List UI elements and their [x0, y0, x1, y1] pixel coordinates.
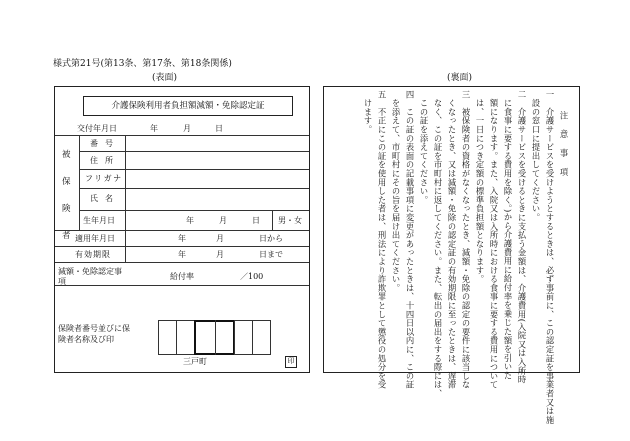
issue-date-label: 交付年月日 — [77, 124, 117, 133]
front-side — [54, 86, 310, 373]
note-line: なく、この証を市町村に返してください。また、転出の届出をする際には、 — [433, 90, 443, 398]
applicable-year-unit: 年 — [178, 234, 186, 243]
back-side — [323, 86, 580, 425]
note-line: 設の窓口に提出してください。 — [531, 90, 541, 222]
note-line: は、一日につき定額の標準負担額となります。 — [475, 90, 485, 284]
front-label: (表面) — [152, 73, 178, 83]
applicable-date-label: 適用年月日 — [75, 234, 115, 243]
from-suffix: 日から — [259, 234, 283, 243]
issue-year-unit: 年 — [150, 124, 158, 133]
note-line: 額になります。また、入院又は入所時における食事に要する費用について — [489, 90, 499, 390]
birth-day-unit: 日 — [252, 216, 260, 225]
notes-title: 注 意 事 項 — [559, 111, 569, 181]
insurer-name: 三戸町 — [183, 357, 207, 366]
insurer-label: 保険者番号並びに保険者名称及び印 — [58, 324, 130, 344]
valid-year-unit: 年 — [178, 250, 186, 259]
birth-year-unit: 年 — [186, 216, 194, 225]
insurer-number-digit-box — [158, 320, 177, 355]
insurer-number-digit-box — [234, 320, 253, 355]
note-line: 二 介護サービスを受けるときに支払う金額は、介護費用(入院又は入所時 — [517, 90, 527, 385]
until-suffix: 日まで — [259, 250, 283, 259]
note-line: 三 被保険者の資格がなくなったとき、減額・免除の認定の要件に該当しな — [461, 90, 471, 390]
gender-label: 男・女 — [278, 216, 302, 225]
note-line: に食事に要する費用を除く。)から介護費用に給付率を乗じた額を引いた — [503, 90, 513, 380]
number-label: 番号 — [90, 139, 120, 148]
note-line: 一 介護サービスを受けようとするときは、必ず事前に、この認定証を事業者又は施 — [545, 90, 555, 425]
insured-side-char: 被 — [62, 150, 71, 160]
note-line: この証を添えてください。 — [419, 90, 429, 205]
insurer-number-digit-box — [176, 320, 195, 355]
note-line: 四 この証の表面の記載事項に変更があったときは、十四日以内に、この証 — [405, 90, 415, 390]
insured-side-char: 険 — [62, 204, 71, 214]
benefit-rate-denominator: ／100 — [240, 272, 264, 281]
certificate-title: 介護保険利用者負担額減額・免除認定証 — [83, 96, 293, 116]
birth-month-unit: 月 — [219, 216, 227, 225]
seal-mark: 印 — [285, 356, 297, 368]
issue-day-unit: 日 — [215, 124, 223, 133]
note-line: けます。 — [363, 90, 373, 134]
insured-side-char: 者 — [62, 231, 71, 241]
address-label: 住所 — [90, 156, 120, 165]
insured-side-char: 保 — [62, 177, 71, 187]
benefit-rate-label: 給付率 — [170, 272, 194, 281]
insurer-number-digit-box — [252, 320, 271, 355]
valid-month-unit: 月 — [216, 250, 224, 259]
birth-date-label: 生年月日 — [83, 216, 115, 225]
note-line: くなったとき、又は減額・免除の認定証の有効期限に至ったときは、遅滞 — [447, 90, 457, 390]
applicable-month-unit: 月 — [216, 234, 224, 243]
back-label: (裏面) — [447, 73, 473, 83]
name-label: 氏名 — [90, 194, 120, 203]
note-line: 五 不正にこの証を使用した者は、刑法により詐欺罪として懲役の処分を受 — [377, 90, 387, 390]
issue-month-unit: 月 — [183, 124, 191, 133]
reduction-label: 減額・免除認定事項 — [58, 267, 122, 286]
form-number: 様式第21号(第13条、第17条、第18条関係) — [53, 59, 232, 69]
valid-until-label: 有効期限 — [75, 250, 111, 259]
note-line: を添えて、市町村にその旨を届け出てください。 — [391, 90, 401, 293]
furigana-label: フリガナ — [85, 174, 123, 183]
